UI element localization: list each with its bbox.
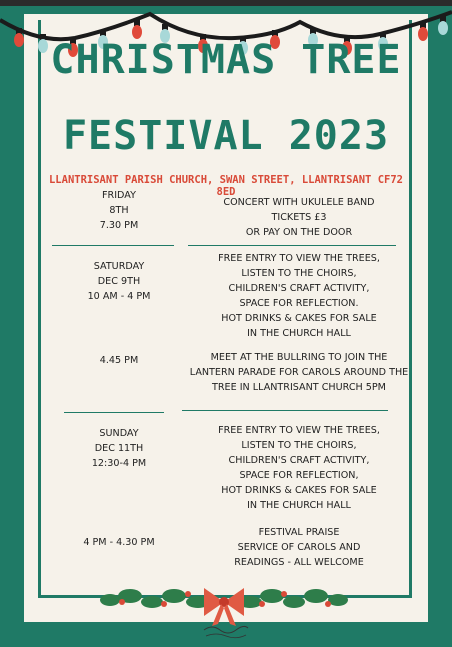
event-time-saturday: SATURDAY DEC 9TH 10 AM - 4 PM [87,261,151,302]
event-time-friday: FRIDAY 8TH 7.30 PM [99,190,139,231]
divider [64,412,164,413]
ribbon-bow-icon [204,588,244,626]
event-details-lantern-parade: MEET AT THE BULLRING TO JOIN THE LANTERN PARADE FOR CAROLS AROUND THE TREE IN LLANTRISANT CHURCH 5PM [189,352,409,393]
poster-title-line-1: CHRISTMAS TREE [50,37,402,83]
poster-title-line-2: FESTIVAL 2023 [62,113,390,159]
divider [188,245,396,246]
event-details-sunday: FREE ENTRY TO VIEW THE TREES, LISTEN TO THE CHOIRS, CHILDREN'S CRAFT ACTIVITY, SPACE FOR REFLECTION, HOT DRINKS & CAKES FOR SALE IN THE CHURCH HALL [218,425,380,511]
event-time-festival-praise: 4 PM - 4.30 PM [83,537,155,548]
event-details-friday: CONCERT WITH UKULELE BAND TICKETS £3 OR PAY ON THE DOOR [223,197,375,238]
divider [52,245,174,246]
event-details-saturday: FREE ENTRY TO VIEW THE TREES, LISTEN TO THE CHOIRS, CHILDREN'S CRAFT ACTIVITY, SPACE FOR REFLECTION. HOT DRINKS & CAKES FOR SALE IN THE CHURCH HALL [218,253,380,339]
event-time-lantern-parade: 4.45 PM [99,355,139,366]
holly-garland-icon [100,580,348,628]
logo-mark-icon [196,622,256,642]
divider [182,410,388,411]
event-time-sunday: SUNDAY DEC 11TH 12:30-4 PM [91,428,147,469]
venue-address: LLANTRISANT PARISH CHURCH, SWAN STREET, LLANTRISANT CF72 8ED [48,174,403,198]
event-details-festival-praise: FESTIVAL PRAISE SERVICE OF CAROLS AND READINGS - ALL WELCOME [234,527,364,568]
